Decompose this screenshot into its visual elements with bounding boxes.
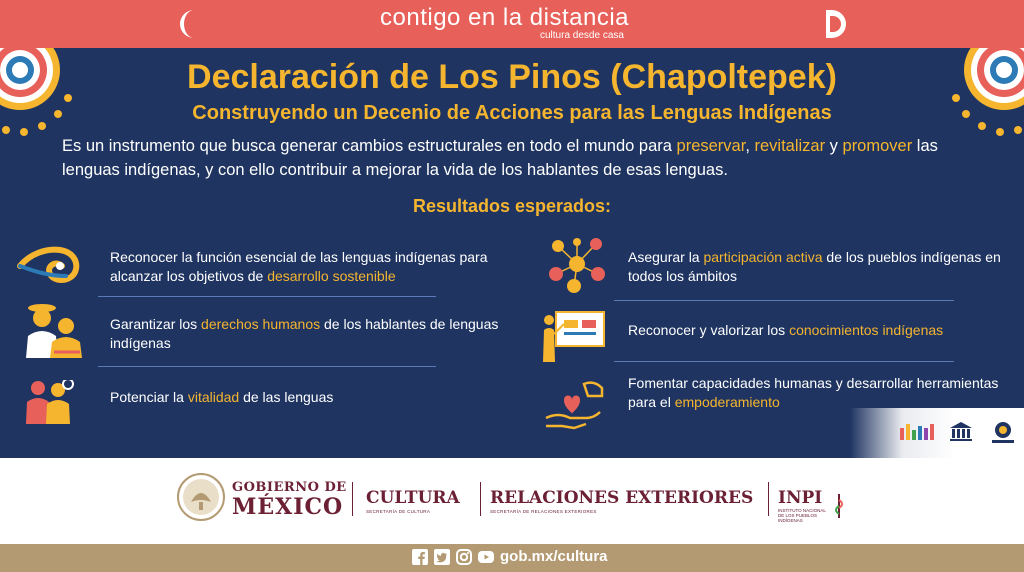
speaking-people-icon: [24, 380, 74, 424]
divider: [614, 300, 954, 301]
agency-inpi: INPI: [778, 488, 823, 508]
result-left-2: Garantizar los derechos humanos de los hablantes de lenguas indígenas: [110, 316, 499, 351]
main-panel: [0, 48, 1024, 458]
divider: [98, 296, 436, 297]
divider: [480, 482, 481, 516]
decenio-logo-icon: [898, 420, 938, 446]
network-people-icon: [546, 234, 608, 294]
inpi-emblem-icon: [832, 492, 846, 520]
instagram-icon[interactable]: [456, 549, 472, 565]
agency-cultura-sub: SECRETARÍA DE CULTURA: [366, 509, 431, 514]
intro-paragraph: Es un instrumento que busca generar cambios estructurales en todo el mundo para preservar, revitalizar y promover las lenguas indígenas, y con ello contribuir a mejorar la vida de los hablantes de esas lenguas.: [62, 137, 938, 179]
highlight-preservar: preservar: [676, 137, 746, 155]
presentation-board-icon: [540, 308, 606, 362]
highlight-promover: promover: [842, 137, 913, 155]
national-seal-icon: [176, 472, 226, 522]
indigenous-people-icon: [20, 300, 84, 362]
gov-name: MÉXICO: [232, 494, 344, 520]
youtube-icon[interactable]: [478, 549, 494, 565]
agency-inpi-sub: INSTITUTO NACIONAL DE LOS PUEBLOS INDÍGENAS: [778, 508, 826, 523]
top-banner: [0, 0, 1024, 48]
banner-title: contigo en la distancia: [380, 4, 629, 31]
hand-heart-icon: [544, 378, 606, 430]
page-subtitle: Construyendo un Decenio de Acciones para las Lenguas Indígenas: [192, 102, 832, 124]
highlight-revitalizar: revitalizar: [754, 137, 826, 155]
unesco-logo-icon: [946, 420, 976, 446]
government-logos: [0, 458, 1024, 544]
divider: [352, 482, 353, 516]
agency-cultura: CULTURA: [366, 488, 460, 508]
divider: [768, 482, 769, 516]
agency-sre: RELACIONES EXTERIORES: [490, 488, 754, 508]
iiyl-logo-icon: [988, 420, 1018, 446]
result-right-2: Reconocer y valorizar los conocimientos indígenas: [628, 322, 944, 338]
result-right-3: Fomentar capacidades humanas y desarrollar herramientas para el empoderamiento: [628, 375, 999, 410]
twitter-icon[interactable]: [434, 549, 450, 565]
result-left-3: Potenciar la vitalidad de las lenguas: [110, 389, 334, 405]
d-logo-icon: [820, 8, 850, 40]
crescent-logo-icon: [176, 8, 206, 40]
banner-subtitle: cultura desde casa: [540, 30, 624, 41]
divider: [98, 366, 436, 367]
result-left-1: Reconocer la función esencial de las lenguas indígenas para alcanzar los objetivos de desarrollo sostenible: [110, 249, 488, 284]
results-heading: Resultados esperados:: [412, 196, 612, 216]
result-right-1: Asegurar la participación activa de los pueblos indígenas en todos los ámbitos: [628, 249, 1001, 284]
agency-sre-sub: SECRETARÍA DE RELACIONES EXTERIORES: [490, 509, 597, 514]
gov-title: GOBIERNO DE: [232, 480, 347, 495]
page-title: Declaración de Los Pinos (Chapoltepek): [187, 58, 837, 96]
wind-swirl-icon: [16, 240, 84, 288]
facebook-icon[interactable]: [412, 549, 428, 565]
footer-url-link[interactable]: gob.mx/cultura: [500, 548, 608, 565]
footer: [0, 544, 1024, 572]
divider: [614, 361, 954, 362]
